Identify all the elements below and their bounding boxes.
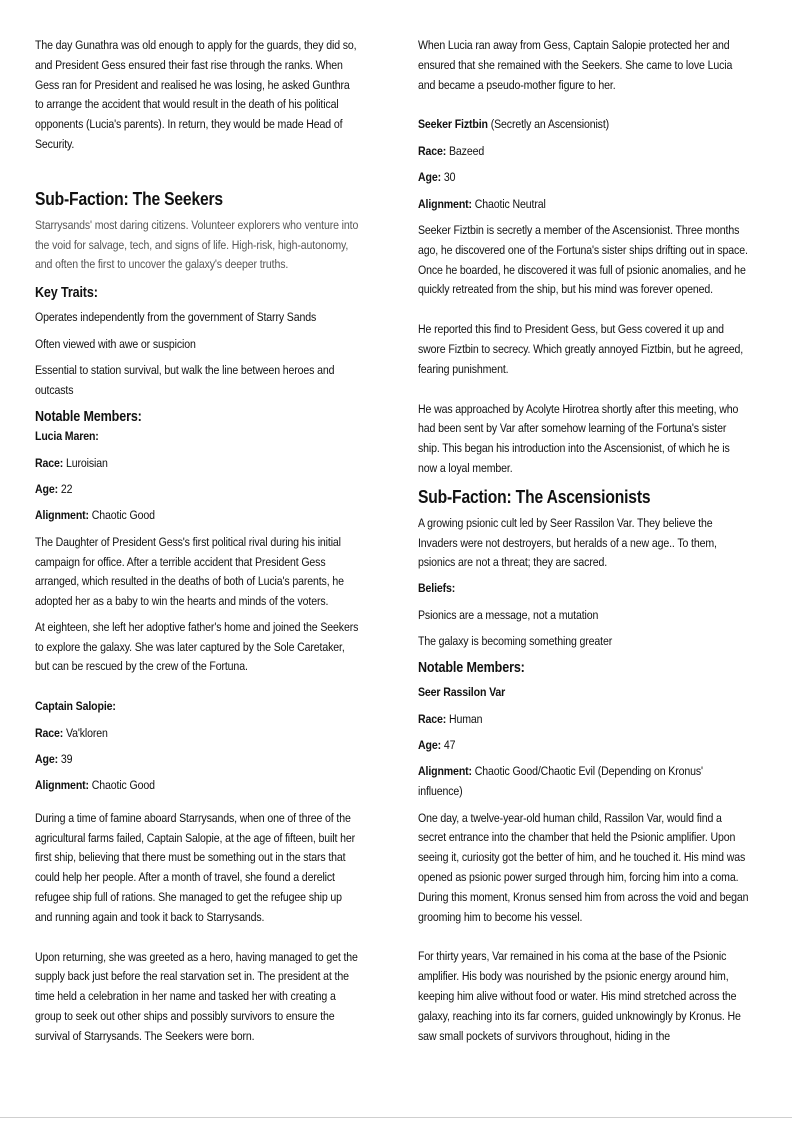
ascensionists-heading: Sub-Faction: The Ascensionists: [418, 486, 651, 507]
fiztbin-age: Age: 30: [418, 170, 456, 185]
notable-members-heading: Notable Members:: [418, 660, 525, 677]
var-age: Age: 47: [418, 738, 456, 753]
seekers-heading: Sub-Faction: The Seekers: [35, 188, 223, 209]
left-column: [35, 36, 360, 1053]
notable-members-heading: Notable Members:: [35, 409, 142, 426]
fiztbin-name: Seeker Fiztbin (Secretly an Ascensionist): [418, 117, 610, 132]
lucia-race: Race: Luroisian: [35, 455, 108, 470]
var-race: Race: Human: [418, 711, 483, 726]
salopie-bio: Upon returning, she was greeted as a hero, having managed to get the supply back just before the real starvation set in. The president at the time held a celebration in her name and tasked her with creating a group to seek out other ships and possibly survivors to ensure the survival of Starrysands. The Seekers were born.: [35, 949, 358, 1043]
var-bio: One day, a twelve-year-old human child, Rassilon Var, would find a secret entrance into the chamber that held the Psionic amplifier. Upon seeing it, curiosity got the better of him, and he touched it. His mind was opened as psionic power surged through him, forcing him into a coma. During this moment, Kronus sensed him from across the void and began grooming him to become his vessel.: [418, 810, 749, 924]
belief-item: Psionics are a message, not a mutation: [418, 607, 599, 622]
lucia-bio: At eighteen, she left her adoptive father's home and joined the Seekers to explore the galaxy. She was later captured by the Sole Caretaker, but can be rescued by the crew of the Fortuna.: [35, 619, 359, 674]
belief-item: The galaxy is becoming something greater: [418, 633, 613, 648]
fiztbin-bio: He reported this find to President Gess, but Gess covered it up and swore Fiztbin to secrecy. Which greatly annoyed Fiztbin, but he agreed, fearing punishment.: [418, 322, 744, 376]
beliefs-heading: Beliefs:: [418, 581, 456, 596]
seekers-description: Starrysands' most daring citizens. Volunteer explorers who venture into the void for salvage, tech, and signs of life. High-risk, high-autonomy, and often the first to uncover the galaxy's deeper truths.: [35, 217, 359, 272]
lucia-bio: The Daughter of President Gess's first political rival during his initial campaign for office. After a terrible accident that President Gess arranged, which resulted in the deaths of both of Lucia's parents, he adopted her as a baby to win the hearts and minds of the voters.: [35, 534, 344, 609]
fiztbin-race: Race: Bazeed: [418, 143, 485, 158]
trait-item: Often viewed with awe or suspicion: [35, 336, 196, 351]
var-name: Seer Rassilon Var: [418, 685, 506, 700]
gunathra-paragraph: The day Gunathra was old enough to apply for the guards, they did so, and President Gess ensured their fast rise through the ranks. When Gess ran for President and realised he was losing, he asked Gunthra to arrange the accident that would result in the death of his political opponents (Lucia's parents). In return, they would be made Head of Security.: [35, 38, 357, 151]
salopie-alignment: Alignment: Chaotic Good: [35, 778, 155, 793]
fiztbin-bio: He was approached by Acolyte Hirotrea shortly after this meeting, who had been sent by Var after somehow learning of the Fortuna's sister ship. This began his introduction into the Ascensionist, of which he is now a loyal member.: [418, 401, 739, 475]
key-traits-heading: Key Traits:: [35, 285, 98, 302]
salopie-age: Age: 39: [35, 752, 73, 767]
fiztbin-bio: Seeker Fiztbin is secretly a member of the Ascensionist. Three months ago, he discovered one of the Fortuna's sister ships drifting out in space. Once he boarded, he discovered it was full of psionic anomalies, and he quickly retreated from the ship, but his mind was forever opened.: [418, 222, 748, 297]
lucia-age: Age: 22: [35, 481, 73, 496]
salopie-bio: During a time of famine aboard Starrysands, when one of three of the agricultural farms failed, Captain Salopie, at the age of fifteen, built her first ship, believing that there must be something out in the stars that could help her people. After a month of travel, she found a derelict refugee ship full of rations. She managed to get the refugee ship up and running again and took it back to Starrysands.: [35, 810, 355, 924]
lucia-name: Lucia Maren:: [35, 429, 99, 444]
var-bio: For thirty years, Var remained in his coma at the base of the Psionic amplifier. His body was nourished by the psionic energy around him, keeping him alive without food or water. His mind stretched across the galaxy, reaching into its far corners, guided unknowingly by Kronus. He saw small pockets of survivors throughout, hiding in the: [418, 949, 741, 1043]
trait-item: Operates independently from the government of Starry Sands: [35, 310, 317, 325]
ascensionists-description: A growing psionic cult led by Seer Rassilon Var. They believe the Invaders were not destroyers, but heralds of a new age.. To them, psionics are not a threat; they are sacred.: [418, 515, 717, 570]
salopie-race: Race: Va'kloren: [35, 725, 108, 740]
fiztbin-alignment: Alignment: Chaotic Neutral: [418, 196, 546, 211]
salopie-bio-continued: When Lucia ran away from Gess, Captain Salopie protected her and ensured that she remained with the Seekers. She came to love Lucia and became a pseudo-mother figure to her.: [418, 38, 733, 92]
right-column: [418, 36, 749, 1052]
lucia-alignment: Alignment: Chaotic Good: [35, 508, 155, 523]
salopie-name: Captain Salopie:: [35, 699, 116, 714]
var-alignment: Alignment: Chaotic Good/Chaotic Evil (Depending on Kronus' influence): [418, 764, 703, 799]
trait-item: Essential to station survival, but walk the line between heroes and outcasts: [35, 362, 335, 397]
